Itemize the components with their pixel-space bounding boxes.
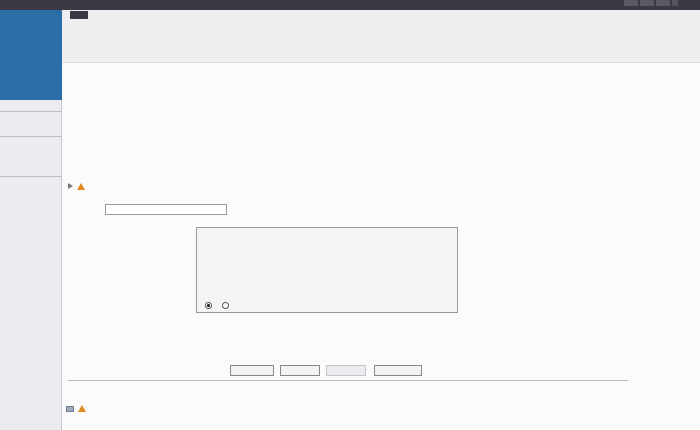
- hint-button[interactable]: [280, 365, 320, 376]
- sidebar: [0, 10, 62, 430]
- warning-icon: [78, 405, 86, 412]
- my-account-link[interactable]: [672, 0, 678, 6]
- angle-mode: [205, 302, 232, 309]
- top-button[interactable]: [656, 0, 670, 6]
- part-b-question: [66, 404, 688, 413]
- top-button[interactable]: [640, 0, 654, 6]
- top-bar: [0, 0, 700, 10]
- degrees-radio[interactable]: [205, 302, 212, 309]
- give-up-button[interactable]: [374, 365, 422, 376]
- warning-icon: [77, 183, 85, 190]
- hints-feedback-row: [68, 380, 628, 389]
- main-panel: [62, 10, 700, 430]
- sidebar-divider: [0, 136, 62, 137]
- answer-row: [102, 204, 227, 215]
- part-a-question: [66, 182, 688, 192]
- top-button[interactable]: [624, 0, 638, 6]
- answer-input[interactable]: [105, 204, 227, 215]
- top-bar-controls: [478, 0, 678, 6]
- expand-icon[interactable]: [68, 183, 73, 189]
- sidebar-divider: [0, 111, 62, 112]
- equation-keypad: [196, 227, 458, 313]
- menu-bar: [70, 11, 88, 19]
- brand-logo: [0, 10, 62, 100]
- image-icon: [66, 406, 74, 412]
- assignment-header: [62, 10, 700, 62]
- sidebar-divider: [0, 176, 62, 177]
- grade-summary: [590, 256, 686, 268]
- feedback-button[interactable]: [326, 365, 366, 376]
- submit-button[interactable]: [230, 365, 274, 376]
- radians-radio[interactable]: [222, 302, 229, 309]
